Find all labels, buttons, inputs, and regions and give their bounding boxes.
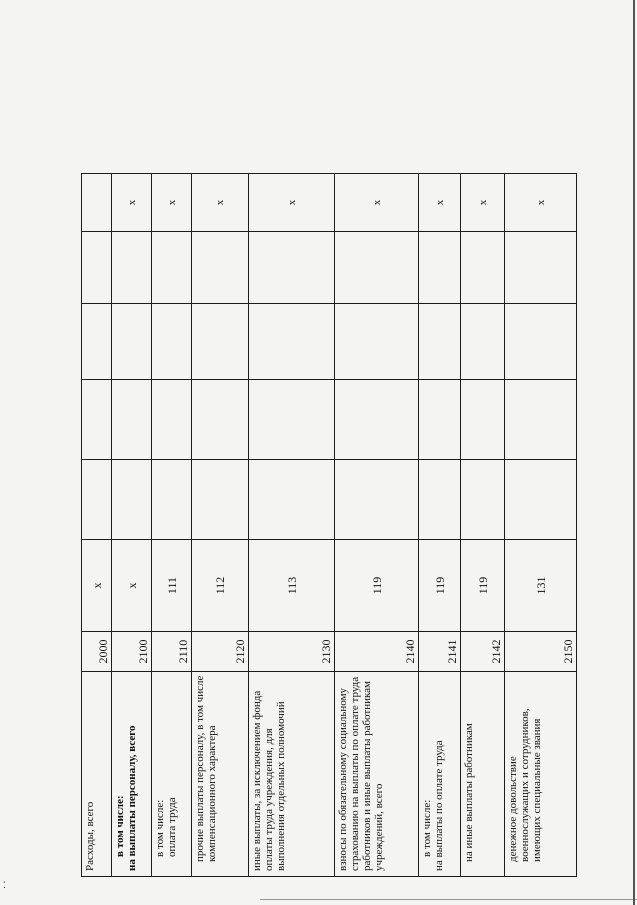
empty-cell bbox=[82, 304, 112, 380]
row-end-mark: x bbox=[192, 174, 249, 232]
empty-cell bbox=[192, 232, 249, 304]
empty-cell bbox=[249, 380, 335, 460]
row-label: взносы по обязательному социальному страхованию на выплаты по оплате труда работников и иные выплаты работникам учреждений, всего bbox=[335, 672, 419, 877]
row-kosgu: 112 bbox=[192, 540, 249, 632]
row-kosgu: 111 bbox=[152, 540, 192, 632]
budget-table bbox=[81, 173, 577, 877]
row-kosgu: 131 bbox=[505, 540, 577, 632]
empty-cell bbox=[335, 232, 419, 304]
empty-cell bbox=[335, 380, 419, 460]
row-code: 2141 bbox=[419, 632, 461, 672]
table-row bbox=[335, 174, 419, 877]
table-row bbox=[112, 174, 152, 877]
empty-cell bbox=[249, 232, 335, 304]
empty-cell bbox=[192, 460, 249, 540]
row-code: 2100 bbox=[112, 632, 152, 672]
empty-cell bbox=[112, 380, 152, 460]
row-code: 2150 bbox=[505, 632, 577, 672]
empty-cell bbox=[152, 232, 192, 304]
row-label: денежное довольствие военнослужащих и сотрудников, имеющих специальные звания bbox=[505, 672, 577, 877]
empty-cell bbox=[419, 232, 461, 304]
empty-cell bbox=[192, 380, 249, 460]
row-kosgu: 113 bbox=[249, 540, 335, 632]
empty-cell bbox=[419, 380, 461, 460]
scan-edge-right bbox=[633, 0, 635, 905]
empty-cell bbox=[82, 380, 112, 460]
row-label bbox=[419, 672, 461, 877]
table-row bbox=[82, 174, 112, 877]
row-label: прочие выплаты персоналу, в том числе компенсационного характера bbox=[192, 672, 249, 877]
empty-cell bbox=[461, 460, 505, 540]
empty-cell bbox=[249, 304, 335, 380]
row-code: 2000 bbox=[82, 632, 112, 672]
row-label: иные выплаты, за исключением фонда оплаты труда учреждения, для выполнения отдельных полномочий bbox=[249, 672, 335, 877]
row-end-mark: x bbox=[419, 174, 461, 232]
table-row bbox=[152, 174, 192, 877]
empty-cell bbox=[505, 460, 577, 540]
margin-marks: ⁚ bbox=[3, 881, 6, 891]
empty-cell bbox=[82, 460, 112, 540]
row-label: на иные выплаты работникам bbox=[461, 672, 505, 877]
row-end-mark: x bbox=[335, 174, 419, 232]
empty-cell bbox=[419, 304, 461, 380]
table-row bbox=[419, 174, 461, 877]
row-kosgu: x bbox=[82, 540, 112, 632]
empty-cell bbox=[112, 232, 152, 304]
row-label-line1: в том числе: bbox=[114, 795, 126, 857]
row-end-mark bbox=[82, 174, 112, 232]
row-label-line2: оплата труда bbox=[166, 797, 178, 857]
empty-cell bbox=[461, 232, 505, 304]
row-code: 2110 bbox=[152, 632, 192, 672]
row-code: 2130 bbox=[249, 632, 335, 672]
empty-cell bbox=[152, 304, 192, 380]
row-end-mark: x bbox=[505, 174, 577, 232]
empty-cell bbox=[461, 380, 505, 460]
row-kosgu: x bbox=[112, 540, 152, 632]
table-row bbox=[192, 174, 249, 877]
empty-cell bbox=[112, 460, 152, 540]
row-code: 2140 bbox=[335, 632, 419, 672]
row-label-line1: в том числе: bbox=[421, 799, 433, 857]
row-label bbox=[112, 672, 152, 877]
row-end-mark: x bbox=[461, 174, 505, 232]
empty-cell bbox=[461, 304, 505, 380]
empty-cell bbox=[192, 304, 249, 380]
row-kosgu: 119 bbox=[419, 540, 461, 632]
row-code: 2142 bbox=[461, 632, 505, 672]
row-end-mark: x bbox=[112, 174, 152, 232]
empty-cell bbox=[112, 304, 152, 380]
row-code: 2120 bbox=[192, 632, 249, 672]
empty-cell bbox=[152, 460, 192, 540]
empty-cell bbox=[249, 460, 335, 540]
row-end-mark: x bbox=[249, 174, 335, 232]
row-kosgu: 119 bbox=[461, 540, 505, 632]
row-label: Расходы, всего bbox=[82, 672, 112, 877]
empty-cell bbox=[152, 380, 192, 460]
empty-cell bbox=[335, 460, 419, 540]
empty-cell bbox=[419, 460, 461, 540]
row-end-mark: x bbox=[152, 174, 192, 232]
scan-edge-bottom bbox=[260, 899, 637, 900]
table-row bbox=[461, 174, 505, 877]
row-label-line1: в том числе: bbox=[154, 799, 166, 857]
rotated-table-container bbox=[81, 174, 576, 877]
empty-cell bbox=[505, 380, 577, 460]
table-row bbox=[505, 174, 577, 877]
empty-cell bbox=[335, 304, 419, 380]
empty-cell bbox=[82, 232, 112, 304]
empty-cell bbox=[505, 304, 577, 380]
row-label-line2: на выплаты персоналу, всего bbox=[126, 725, 138, 871]
empty-cell bbox=[505, 232, 577, 304]
row-label-line2: на выплаты по оплате труда bbox=[433, 740, 445, 871]
table-row bbox=[249, 174, 335, 877]
row-label bbox=[152, 672, 192, 877]
row-kosgu: 119 bbox=[335, 540, 419, 632]
